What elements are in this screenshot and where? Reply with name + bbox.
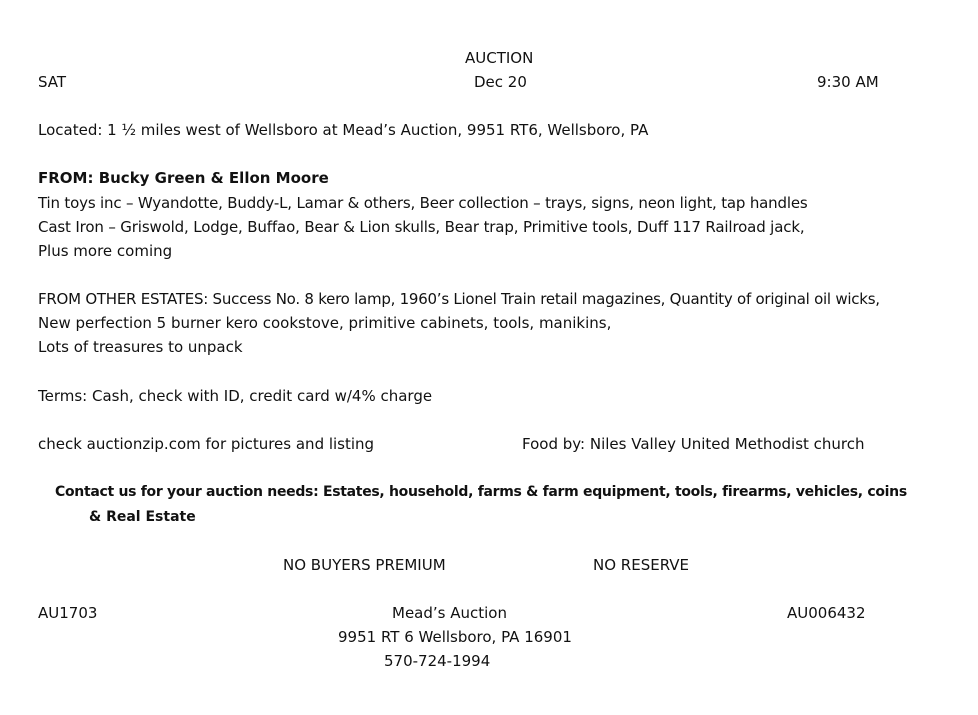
no-reserve: NO RESERVE [593, 556, 690, 574]
company-address: 9951 RT 6 Wellsboro, PA 16901 [338, 628, 572, 646]
from-line-cast-iron: Cast Iron – Griswold, Lodge, Buffao, Bear & Lion skulls, Bear trap, Primitive tools, Duff 117 Railroad jack, [38, 218, 805, 236]
no-buyers-premium: NO BUYERS PREMIUM [283, 556, 446, 574]
company-phone: 570-724-1994 [384, 652, 491, 670]
license-right: AU006432 [787, 604, 866, 622]
from-heading: FROM: Bucky Green & Ellon Moore [38, 169, 329, 187]
company-name: Mead’s Auction [392, 604, 507, 622]
from-line-more: Plus more coming [38, 242, 173, 260]
terms-line: Terms: Cash, check with ID, credit card w/4% charge [38, 387, 433, 405]
flyer-title: AUCTION [465, 49, 534, 67]
estates-line-1: FROM OTHER ESTATES: Success No. 8 kero lamp, 1960’s Lionel Train retail magazines, Quantity of original oil wicks, [38, 290, 880, 308]
contact-line-1: Contact us for your auction needs: Estates, household, farms & farm equipment, tools, firearms, vehicles, coins [55, 484, 907, 500]
license-left: AU1703 [38, 604, 98, 622]
food-note: Food by: Niles Valley United Methodist church [522, 435, 865, 453]
auction-day: SAT [38, 73, 67, 91]
location-line: Located: 1 ½ miles west of Wellsboro at Mead’s Auction, 9951 RT6, Wellsboro, PA [38, 121, 649, 139]
website-note: check auctionzip.com for pictures and listing [38, 435, 375, 453]
estates-line-2: New perfection 5 burner kero cookstove, primitive cabinets, tools, manikins, [38, 314, 612, 332]
estates-line-3: Lots of treasures to unpack [38, 338, 243, 356]
auction-time: 9:30 AM [817, 73, 879, 91]
from-line-toys: Tin toys inc – Wyandotte, Buddy-L, Lamar & others, Beer collection – trays, signs, neon light, tap handles [38, 194, 808, 212]
contact-line-2: & Real Estate [89, 509, 196, 525]
auction-date: Dec 20 [474, 73, 527, 91]
